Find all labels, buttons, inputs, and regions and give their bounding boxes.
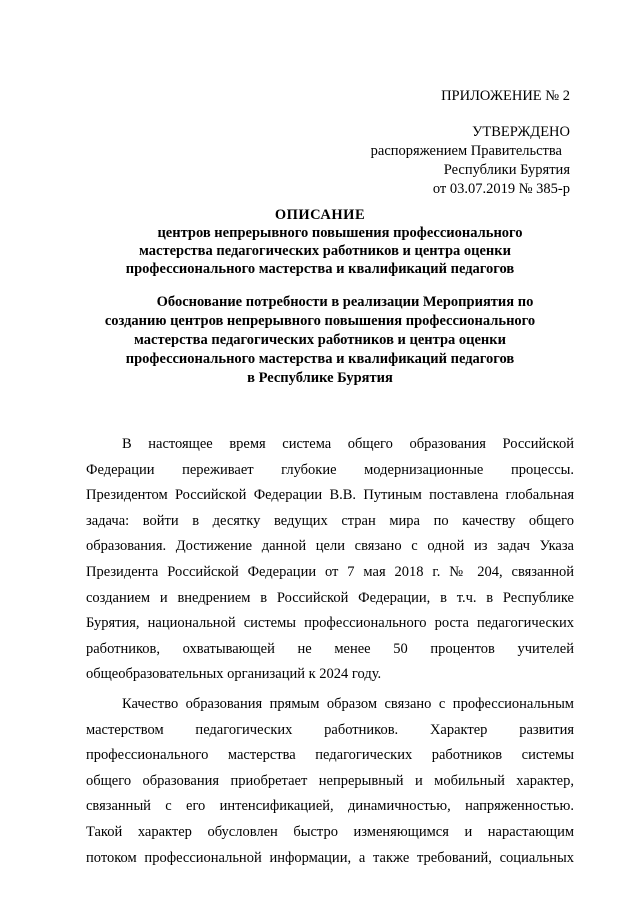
- paragraph-line: В настоящее время система общего образования Российской: [122, 436, 574, 452]
- subtitle-line: в Республике Бурятия: [247, 370, 393, 386]
- paragraph-line: созданием и внедрением в Российской Федерации, в т.ч. в Республике: [86, 589, 574, 606]
- paragraph-line: профессионального мастерства педагогических работников системы: [86, 747, 574, 764]
- paragraph-line: работников, охватывающей не менее 50 процентов учителей: [86, 640, 574, 657]
- paragraph-line: Федерации переживает глубокие модернизационные процессы.: [86, 461, 574, 478]
- title-line: мастерства педагогических работников и центра оценки: [139, 243, 511, 259]
- paragraph-line: Президента Российской Федерации от 7 мая 2018 г. № 204, связанной: [86, 563, 574, 580]
- document-subtitle: [0, 293, 640, 388]
- paragraph-line: Бурятия, национальной системы профессионального роста педагогических: [86, 615, 574, 632]
- approved-line: УТВЕРЖДЕНО: [472, 124, 570, 140]
- paragraph-line: образования. Достижение данной цели связано с одной из задач Указа: [86, 538, 574, 555]
- subtitle-line: созданию центров непрерывного повышения профессионального: [104, 313, 536, 329]
- subtitle-line: Обоснование потребности в реализации Мероприятия по: [156, 294, 534, 310]
- approved-line: от 03.07.2019 № 385-р: [432, 181, 570, 197]
- paragraph-line: Качество образования прямым образом связано с профессиональным: [122, 695, 574, 712]
- paragraph-line: задача: войти в десятку ведущих стран мира по качеству общего: [86, 512, 574, 529]
- title-line: центров непрерывного повышения профессионального: [157, 225, 523, 241]
- title-main: ОПИСАНИЕ: [274, 207, 366, 223]
- body-text: [86, 432, 574, 871]
- paragraph-line: потоком профессиональной информации, а также требований, социальных: [86, 849, 574, 866]
- subtitle-line: профессионального мастерства и квалификаций педагогов: [125, 351, 515, 367]
- paragraph-line: общеобразовательных организаций к 2024 году.: [86, 666, 382, 683]
- document-title: [0, 206, 640, 278]
- approval-block: [371, 123, 570, 199]
- approved-line: распоряжением Правительства: [370, 143, 562, 159]
- appendix-label: ПРИЛОЖЕНИЕ № 2: [441, 88, 570, 104]
- paragraph-line: Президентом Российской Федерации В.В. Путиным поставлена глобальная: [86, 487, 574, 504]
- title-line: профессионального мастерства и квалификаций педагогов: [125, 261, 515, 277]
- paragraph-line: мастерством педагогических работников. Характер развития: [86, 721, 574, 738]
- approved-line: Республики Бурятия: [443, 162, 570, 178]
- paragraph-line: Такой характер обусловлен быстро изменяющимся и нарастающим: [86, 823, 574, 840]
- subtitle-line: мастерства педагогических работников и центра оценки: [134, 332, 506, 348]
- paragraph-line: связанный с его интенсификацией, динамичностью, напряженностью.: [86, 798, 574, 815]
- paragraph-line: общего образования приобретает непрерывный и мобильный характер,: [86, 772, 574, 789]
